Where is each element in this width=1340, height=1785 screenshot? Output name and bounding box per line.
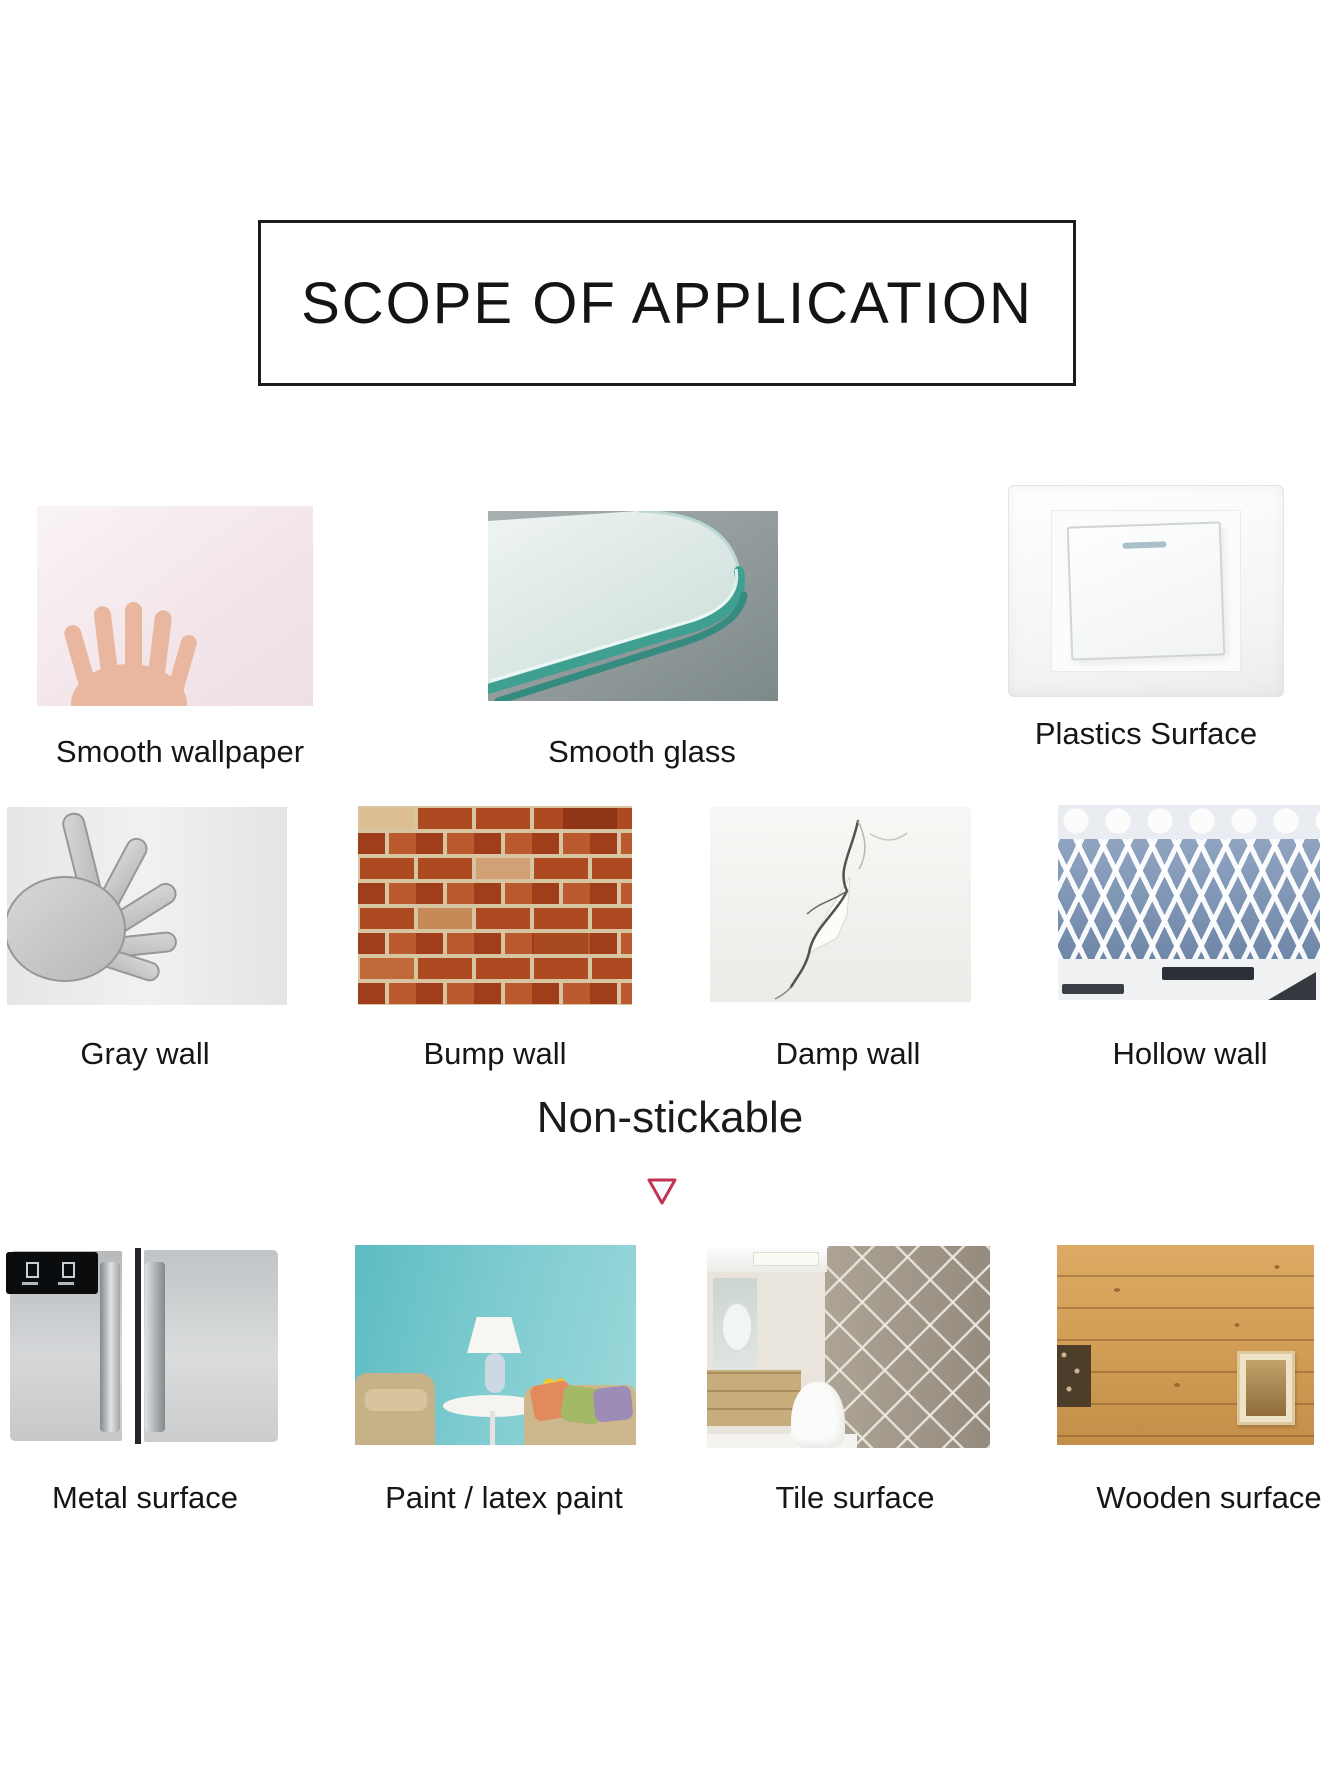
label-wooden-surface: Wooden surface <box>1096 1480 1322 1515</box>
hollow-wall-photo <box>1058 805 1320 1000</box>
paint-latex-photo <box>355 1245 636 1445</box>
label-gray-wall: Gray wall <box>80 1036 210 1071</box>
counter-left-object <box>1062 984 1124 994</box>
lamp-body <box>485 1353 505 1393</box>
fridge-control-panel <box>6 1252 98 1294</box>
plastics-surface-photo <box>1008 485 1284 697</box>
damp-wall-photo <box>710 807 971 1002</box>
bump-wall-photo <box>358 806 632 1005</box>
label-smooth-glass: Smooth glass <box>548 734 736 769</box>
brick-wall-illustration <box>358 806 632 1005</box>
title-box <box>258 220 1076 386</box>
fridge-display-dash <box>22 1282 38 1285</box>
label-hollow-wall: Hollow wall <box>1112 1036 1268 1071</box>
vanity-cabinet <box>707 1370 801 1426</box>
wooden-surface-photo <box>1057 1245 1314 1445</box>
diagonal-tile-wall <box>825 1246 990 1448</box>
metal-surface-photo <box>4 1248 281 1445</box>
peeling-paint-illustration <box>710 807 971 1002</box>
switch-plate <box>1008 485 1284 697</box>
label-smooth-wallpaper: Smooth wallpaper <box>55 734 305 769</box>
fridge-right-handle <box>145 1262 165 1432</box>
smooth-wallpaper-photo <box>37 506 313 706</box>
down-triangle-icon <box>644 1176 680 1206</box>
picture-frame <box>1237 1351 1295 1425</box>
counter-dark-bar <box>1162 967 1254 980</box>
hand-on-wallpaper-illustration <box>37 506 313 706</box>
picture-frame-art <box>1246 1360 1286 1416</box>
label-tile-surface: Tile surface <box>775 1480 935 1515</box>
ceiling-light <box>753 1252 819 1266</box>
dark-wall-object <box>1057 1345 1091 1407</box>
gray-wall-photo <box>7 807 287 1005</box>
smooth-glass-photo <box>488 511 778 701</box>
pillow-purple <box>592 1385 633 1423</box>
lattice-top-rolls <box>1058 805 1320 839</box>
switch-rocker <box>1067 521 1226 660</box>
fridge-door-gap <box>135 1248 141 1444</box>
switch-indicator <box>1122 541 1166 549</box>
label-metal-surface: Metal surface <box>51 1480 239 1515</box>
glass-corner-illustration <box>488 511 778 701</box>
side-table-leg <box>490 1411 495 1445</box>
fridge-left-handle <box>100 1262 120 1432</box>
label-damp-wall: Damp wall <box>775 1036 921 1071</box>
label-plastics-surface: Plastics Surface <box>1034 716 1258 751</box>
label-bump-wall: Bump wall <box>423 1036 567 1071</box>
gray-hand-illustration <box>7 807 287 1005</box>
page-title: SCOPE OF APPLICATION <box>301 270 1033 336</box>
label-paint-latex: Paint / latex paint <box>385 1480 623 1515</box>
lattice-mesh <box>1058 837 1320 959</box>
mirror-oval <box>721 1302 753 1352</box>
sofa-left-cushion <box>365 1389 427 1411</box>
fridge-display-icon <box>62 1262 75 1278</box>
toilet <box>791 1382 845 1448</box>
non-stickable-heading: Non-stickable <box>536 1093 804 1142</box>
tile-surface-photo <box>707 1246 990 1448</box>
fridge-display-dash <box>58 1282 74 1285</box>
fridge-display-icon <box>26 1262 39 1278</box>
